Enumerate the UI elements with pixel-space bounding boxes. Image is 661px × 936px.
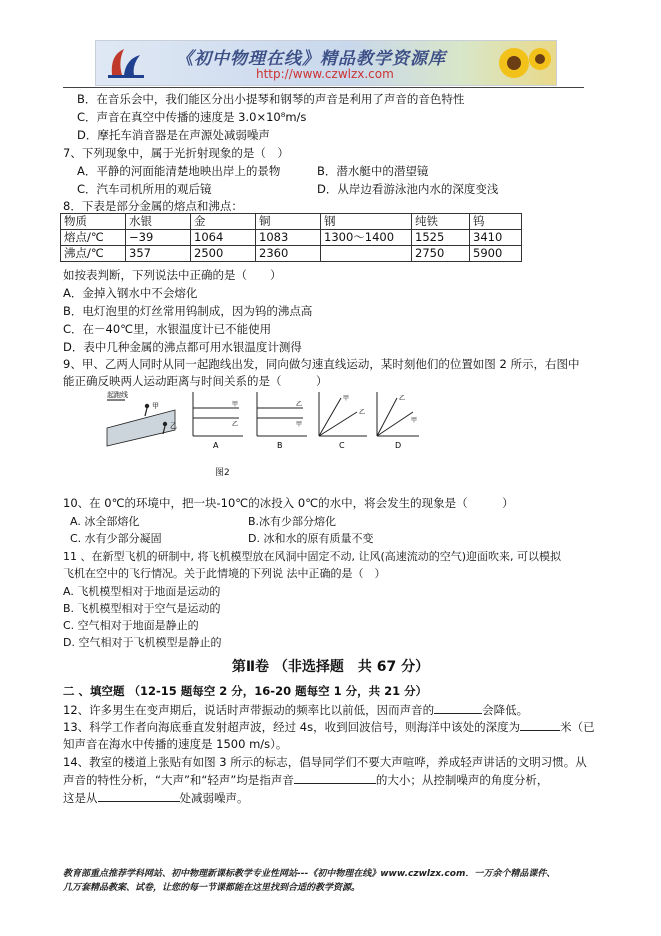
q7-stem: 7、下列现象中，属于光折射现象的是（ ） — [63, 146, 289, 160]
table-cell: 纯铁 — [412, 214, 470, 230]
table-cell: 1300～1400 — [321, 230, 412, 246]
metal-table — [60, 213, 522, 262]
q8-option-c: C．在－40℃里，水银温度计已不能使用 — [63, 322, 272, 336]
table-cell: −39 — [126, 230, 191, 246]
runner-yi-icon — [163, 422, 167, 426]
q10-option-a: A. 冰全部熔化 — [70, 515, 140, 528]
q14-lead: 这是从 — [63, 791, 98, 805]
table-cell: 铜 — [256, 214, 321, 230]
table-cell: 沸点/℃ — [61, 246, 126, 262]
figure-2-diagram — [105, 388, 420, 450]
q8-option-b: B．电灯泡里的灯丝常用钨制成，因为钨的沸点高 — [63, 304, 313, 318]
q14-blank-2[interactable] — [98, 801, 180, 802]
q11-stem-2: 飞机在空中的飞行情况。关于此情境的下列说 法中正确的是（ ） — [63, 567, 386, 580]
table-cell: 金 — [191, 214, 256, 230]
q14-stem-1: 14、教室的楼道上张贴有如图 3 所示的标志，倡导同学们不要大声喧哗，养成轻声讲话的文明习惯。从 — [63, 755, 587, 769]
table-row-melting — [61, 230, 522, 246]
footer-line-2: 几万套精品教案、试卷，让您的每一节课都能在这里找到合适的教学资源。 — [63, 883, 361, 893]
graph-a — [193, 392, 243, 450]
q8-stem: 8．下表是部分金属的熔点和沸点： — [63, 199, 243, 213]
q6-option-d: D．摩托车消音器是在声源处减弱噪声 — [77, 128, 270, 142]
q11-option-b: B. 飞机模型相对于空气是运动的 — [63, 602, 221, 615]
graph-c-label: C — [339, 441, 345, 450]
q7-option-d: D．从岸边看游泳池内水的深度变浅 — [317, 182, 499, 196]
table-cell: 5900 — [470, 246, 522, 262]
table-cell: 1083 — [256, 230, 321, 246]
graph-b — [257, 392, 307, 450]
q13-stem-1 — [63, 720, 595, 735]
q13-text: 13、科学工作者向海底垂直发射超声波，经过 4s，收到回波信号，则海洋中该处的深度为 — [63, 720, 521, 734]
q12-stem — [63, 703, 528, 718]
q14-stem-3 — [63, 791, 249, 806]
graph-a-label: A — [213, 441, 219, 450]
graph-d-jia: 甲 — [411, 417, 418, 424]
q13-stem-2: 知声音在海水中传播的速度是 1500 m/s）。 — [63, 737, 288, 751]
runners-scene — [107, 390, 177, 446]
table-cell: 1525 — [412, 230, 470, 246]
q7-option-a: A．平静的河面能清楚地映出岸上的景物 — [77, 164, 281, 178]
q10-stem: 10、在 0℃的环境中，把一块-10℃的冰投入 0℃的水中，将会发生的现象是（ ） — [63, 496, 514, 510]
q11-option-c: C. 空气相对于地面是静止的 — [63, 619, 199, 632]
table-cell: 物质 — [61, 214, 126, 230]
runner-jia-icon — [145, 404, 149, 408]
q13-tail: 米（已 — [560, 720, 595, 734]
table-cell: 2750 — [412, 246, 470, 262]
q9-stem-1: 9、甲、乙两人同时从同一起跑线出发，同向做匀速直线运动，某时刻他们的位置如图 2 所示，右图中 — [63, 357, 580, 371]
q6-option-c: C．声音在真空中传播的速度是 3.0×10⁸m/s — [77, 110, 307, 124]
graph-a-yi: 乙 — [232, 421, 239, 428]
q10-option-c: C. 水有少部分凝固 — [70, 532, 162, 545]
header-banner — [95, 40, 557, 86]
graph-c — [319, 392, 367, 450]
q11-option-d: D. 空气相对于飞机模型是静止的 — [63, 636, 222, 649]
runner-yi-label: 乙 — [170, 422, 177, 430]
table-cell: 3410 — [470, 230, 522, 246]
graph-c-yi: 乙 — [359, 409, 366, 416]
table-row-header — [61, 214, 522, 230]
banner-title: 《初中物理在线》精品教学资源库 — [176, 49, 446, 69]
banner-url: http://www.czwlzx.com — [256, 67, 394, 81]
q12-text: 12、许多男生在变声期后，说话时声带振动的频率比以前低，因而声音的 — [63, 703, 435, 717]
q12-tail: 会降低。 — [482, 703, 529, 717]
table-cell: 钨 — [470, 214, 522, 230]
table-cell: 1064 — [191, 230, 256, 246]
q14-stem-2 — [63, 773, 548, 788]
q11-option-a: A. 飞机模型相对于地面是运动的 — [63, 585, 221, 598]
q9-stem-2: 能正确反映两人运动距离与时间关系的是（ ） — [63, 374, 328, 388]
graph-b-jia: 甲 — [296, 421, 303, 428]
table-row-boiling — [61, 246, 522, 262]
q14-blank-1[interactable] — [294, 783, 376, 784]
section-2-title: 第Ⅱ卷 （非选择题 共 67 分） — [231, 659, 430, 675]
q14-text: 声音的特性分析，“大声”和“轻声”均是指声音 — [63, 773, 294, 787]
q8-ask: 如按表判断，下列说法中正确的是（ ） — [63, 268, 282, 282]
sunflower-icon — [494, 43, 552, 83]
q6-option-b: B．在音乐会中，我们能区分出小提琴和钢琴的声音是利用了声音的音色特性 — [77, 92, 465, 106]
q10-option-d: D. 冰和水的原有质量不变 — [248, 532, 374, 545]
table-cell — [321, 246, 412, 262]
q8-option-a: A．金掉入钢水中不会熔化 — [63, 286, 198, 300]
q7-option-b: B．潜水艇中的潜望镜 — [317, 164, 429, 178]
graph-c-jia: 甲 — [343, 395, 350, 402]
q8-option-d: D．表中几种金属的沸点都可用水银温度计测得 — [63, 340, 302, 354]
q7-option-c: C．汽车司机所用的观后镜 — [77, 182, 212, 196]
graph-b-label: B — [277, 441, 283, 450]
table-cell: 熔点/℃ — [61, 230, 126, 246]
runner-jia-label: 甲 — [152, 402, 159, 410]
q10-option-b: B.冰有少部分熔化 — [248, 515, 337, 528]
table-cell: 2500 — [191, 246, 256, 262]
q14-mid: 的大小；从控制噪声的角度分析， — [375, 773, 549, 787]
fill-blank-heading: 二 、填空题 （12-15 题每空 2 分，16-20 题每空 1 分，共 21 分） — [63, 684, 428, 698]
site-logo-icon — [104, 45, 148, 81]
start-line-label: 起跑线 — [107, 391, 128, 399]
q14-end: 处减弱噪声。 — [179, 791, 249, 805]
table-cell: 357 — [126, 246, 191, 262]
footer-line-1: 教育部重点推荐学科网站、初中物理新课标教学专业性网站---《初中物理在线》www.czwlzx.com．一万余个精品课件、 — [63, 869, 556, 879]
graph-d-yi: 乙 — [399, 395, 406, 402]
q13-blank[interactable] — [520, 730, 560, 731]
table-cell: 水银 — [126, 214, 191, 230]
q11-stem-1: 11 、在新型飞机的研制中, 将飞机模型放在风洞中固定不动, 让风(高速流动的空气)迎面吹来, 可以模拟 — [63, 550, 562, 563]
graph-d — [377, 392, 419, 450]
graph-b-yi: 乙 — [296, 401, 303, 408]
table-cell: 2360 — [256, 246, 321, 262]
graph-d-label: D — [395, 441, 402, 450]
table-cell: 钢 — [321, 214, 412, 230]
figure-caption: 图2 — [215, 468, 230, 478]
q12-blank[interactable] — [434, 713, 482, 714]
graph-a-jia: 甲 — [232, 401, 239, 408]
header-rule — [63, 87, 584, 88]
